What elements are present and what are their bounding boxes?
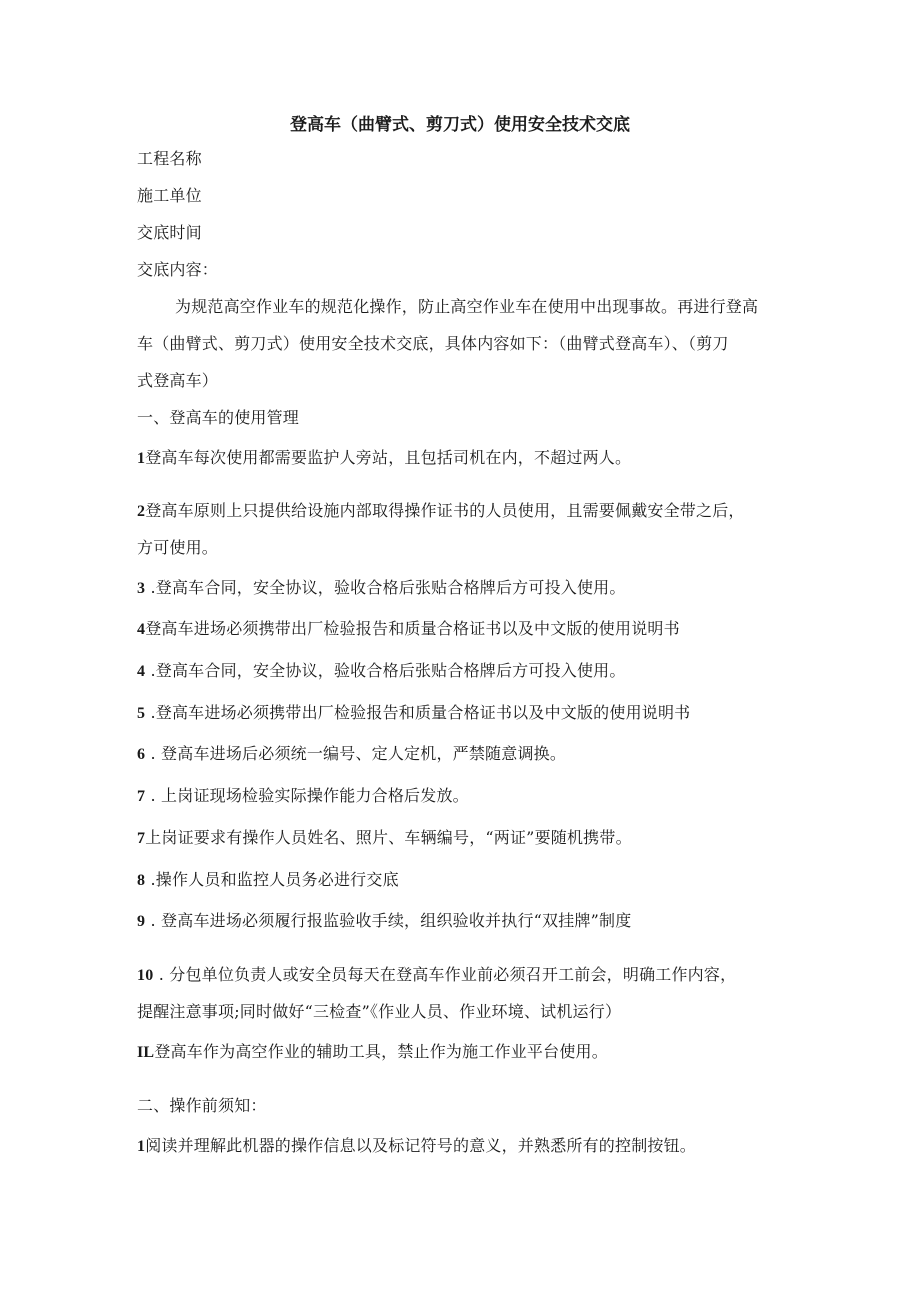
item-text: 登高车进场必须携带出厂检验报告和质量合格证书以及中文版的使用说明书 bbox=[145, 619, 680, 638]
list-item bbox=[137, 578, 626, 599]
item-text: . 登高车进场后必须统一编号、定人定机，严禁随意调换。 bbox=[145, 744, 567, 763]
item-number: 2 bbox=[137, 503, 146, 520]
list-item bbox=[137, 965, 736, 986]
section-heading: 二、操作前须知： bbox=[137, 1096, 267, 1115]
item-number: 7 bbox=[137, 788, 146, 805]
item-text: .登高车合同，安全协议，验收合格后张贴合格牌后方可投入使用。 bbox=[145, 578, 626, 597]
list-item bbox=[137, 703, 690, 724]
item-text: 上岗证要求有操作人员姓名、照片、车辆编号，“两证”要随机携带。 bbox=[145, 828, 632, 847]
intro-paragraph-line: 车（曲臂式、剪刀式）使用安全技术交底，具体内容如下：（曲臂式登高车）、（剪刀 bbox=[137, 334, 729, 353]
intro-paragraph-line: 为规范高空作业车的规范化操作，防止高空作业车在使用中出现事故。再进行登高 bbox=[175, 297, 759, 316]
item-number: 3 bbox=[137, 580, 146, 597]
section-heading: 一、登高车的使用管理 bbox=[137, 408, 300, 427]
field-handover-time: 交底时间 bbox=[137, 223, 202, 242]
list-item bbox=[137, 786, 469, 807]
item-number: 1 bbox=[137, 1138, 146, 1155]
item-text: . 上岗证现场检验实际操作能力合格后发放。 bbox=[145, 786, 469, 805]
list-item bbox=[137, 1042, 608, 1063]
list-item bbox=[137, 501, 745, 522]
item-text: . 分包单位负责人或安全员每天在登高车作业前必须召开工前会，明确工作内容， bbox=[153, 965, 737, 984]
item-text: 登高车每次使用都需要监护人旁站，且包括司机在内，不超过两人。 bbox=[145, 448, 632, 467]
item-number: 6 bbox=[137, 746, 146, 763]
item-number: IL bbox=[137, 1044, 155, 1061]
item-number: 4 bbox=[137, 621, 146, 638]
list-item bbox=[137, 661, 626, 682]
item-text: .登高车合同，安全协议，验收合格后张贴合格牌后方可投入使用。 bbox=[145, 661, 626, 680]
list-item-continuation: 方可使用。 bbox=[137, 538, 219, 557]
item-text: 登高车作为高空作业的辅助工具，禁止作为施工作业平台使用。 bbox=[154, 1042, 608, 1061]
item-number: 7 bbox=[137, 830, 146, 847]
item-number: 1 bbox=[137, 450, 146, 467]
document-title: 登高车（曲臂式、剪刀式）使用安全技术交底 bbox=[290, 115, 630, 135]
item-number: 10 bbox=[137, 967, 154, 984]
list-item bbox=[137, 448, 631, 469]
list-item bbox=[137, 911, 631, 932]
field-handover-content: 交底内容： bbox=[137, 260, 219, 279]
list-item bbox=[137, 870, 399, 891]
list-item bbox=[137, 828, 632, 849]
item-number: 5 bbox=[137, 705, 146, 722]
field-construction-unit: 施工单位 bbox=[137, 186, 202, 205]
item-number: 8 bbox=[137, 872, 146, 889]
list-item bbox=[137, 619, 680, 640]
item-text: .登高车进场必须携带出厂检验报告和质量合格证书以及中文版的使用说明书 bbox=[145, 703, 691, 722]
list-item bbox=[137, 1136, 696, 1157]
item-text: 登高车原则上只提供给设施内部取得操作证书的人员使用，且需要佩戴安全带之后， bbox=[145, 501, 745, 520]
item-text: .操作人员和监控人员务必进行交底 bbox=[145, 870, 399, 889]
list-item-continuation: 提醒注意事项;同时做好“三检查”《作业人员、作业环境、试机运行） bbox=[137, 1002, 622, 1021]
item-number: 9 bbox=[137, 913, 146, 930]
list-item bbox=[137, 744, 566, 765]
intro-paragraph-line: 式登高车） bbox=[137, 371, 219, 390]
item-number: 4 bbox=[137, 663, 146, 680]
item-text: . 登高车进场必须履行报监验收手续，组织验收并执行“双挂牌”制度 bbox=[145, 911, 632, 930]
item-text: 阅读并理解此机器的操作信息以及标记符号的意义，并熟悉所有的控制按钮。 bbox=[145, 1136, 697, 1155]
field-project-name: 工程名称 bbox=[137, 149, 202, 168]
